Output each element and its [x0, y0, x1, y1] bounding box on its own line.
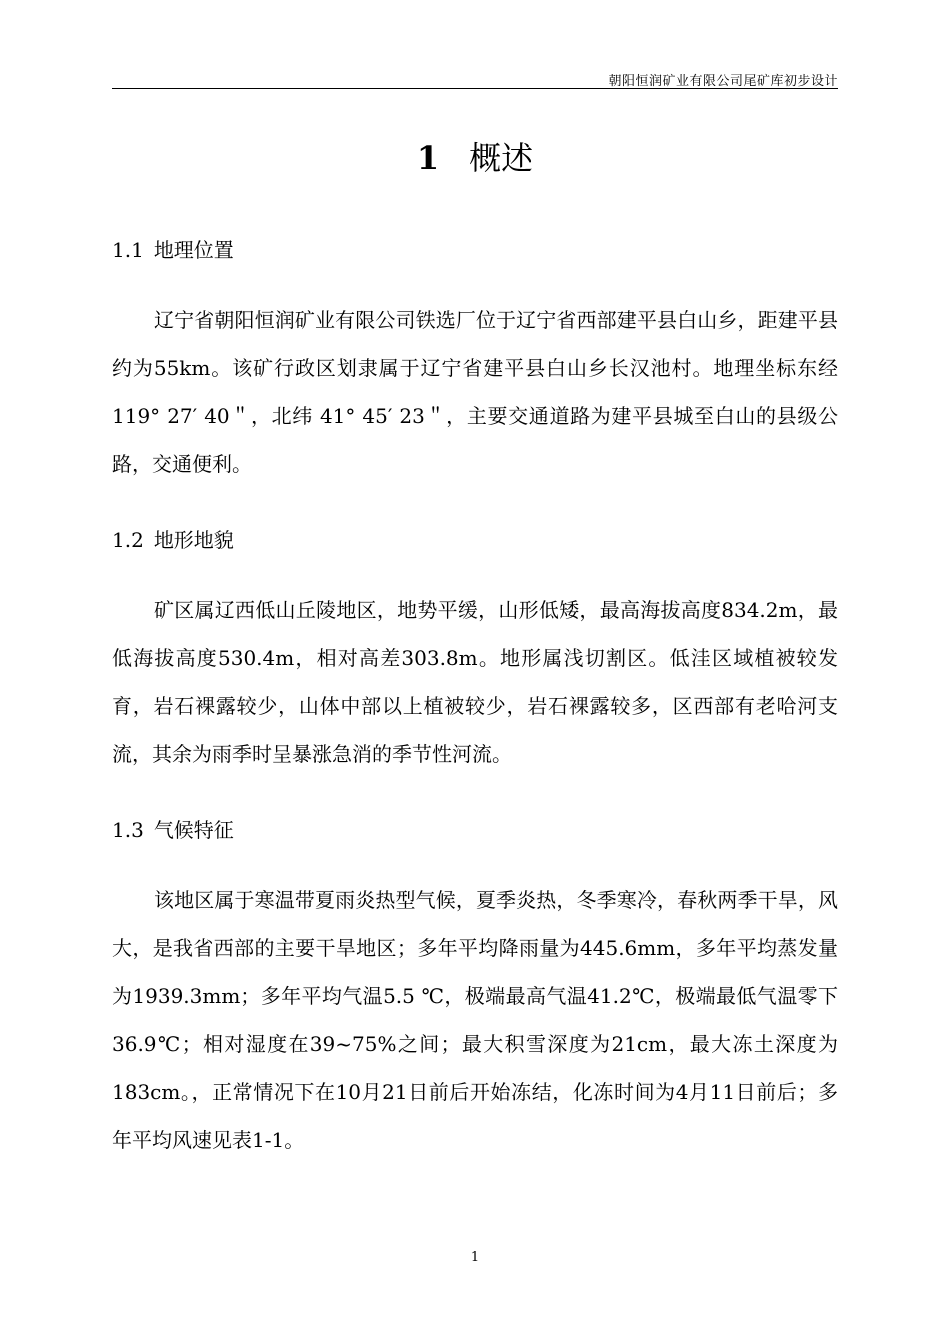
section-number: 1.1 — [112, 238, 144, 262]
section-heading-1-3 — [112, 816, 234, 844]
section-paragraph-1-1: 辽宁省朝阳恒润矿业有限公司铁选厂位于辽宁省西部建平县白山乡，距建平县约为55km。该矿行政区划隶属于辽宁省建平县白山乡长汉池村。地理坐标东经 119° 27′ 40＂，北纬 41° 45′ 23＂，主要交通道路为建平县城至白山的县级公路，交通便利。 — [112, 308, 838, 476]
chapter-name: 概述 — [469, 139, 534, 177]
header-title: 朝阳恒润矿业有限公司尾矿库初步设计 — [608, 74, 838, 89]
header-divider — [112, 88, 838, 89]
chapter-number: 1 — [416, 139, 440, 177]
section-number: 1.3 — [112, 818, 144, 842]
section-number: 1.2 — [112, 528, 144, 552]
section-title: 气候特征 — [153, 818, 234, 842]
section-heading-1-1 — [112, 236, 234, 264]
chapter-title — [0, 136, 950, 180]
section-heading-1-2 — [112, 526, 234, 554]
section-paragraph-1-2: 矿区属辽西低山丘陵地区，地势平缓，山形低矮，最高海拔高度834.2m，最低海拔高度530.4m，相对高差303.8m。地形属浅切割区。低洼区域植被较发育，岩石裸露较少，山体中部以上植被较少，岩石裸露较多，区西部有老哈河支流，其余为雨季时呈暴涨急消的季节性河流。 — [112, 598, 838, 766]
section-title: 地形地貌 — [153, 528, 234, 552]
section-title: 地理位置 — [153, 238, 234, 262]
section-paragraph-1-3: 该地区属于寒温带夏雨炎热型气候，夏季炎热，冬季寒冷，春秋两季干旱，风大，是我省西部的主要干旱地区；多年平均降雨量为445.6mm，多年平均蒸发量为1939.3mm；多年平均气温5.5 ℃，极端最高气温41.2℃，极端最低气温零下36.9℃；相对湿度在39~75%之间；最大积雪深度为21cm，最大冻土深度为183cm。，正常情况下在10月21日前后开始冻结，化冻时间为4月11日前后；多年平均风速见表1-1。 — [112, 888, 838, 1152]
page-number: 1 — [470, 1250, 480, 1265]
